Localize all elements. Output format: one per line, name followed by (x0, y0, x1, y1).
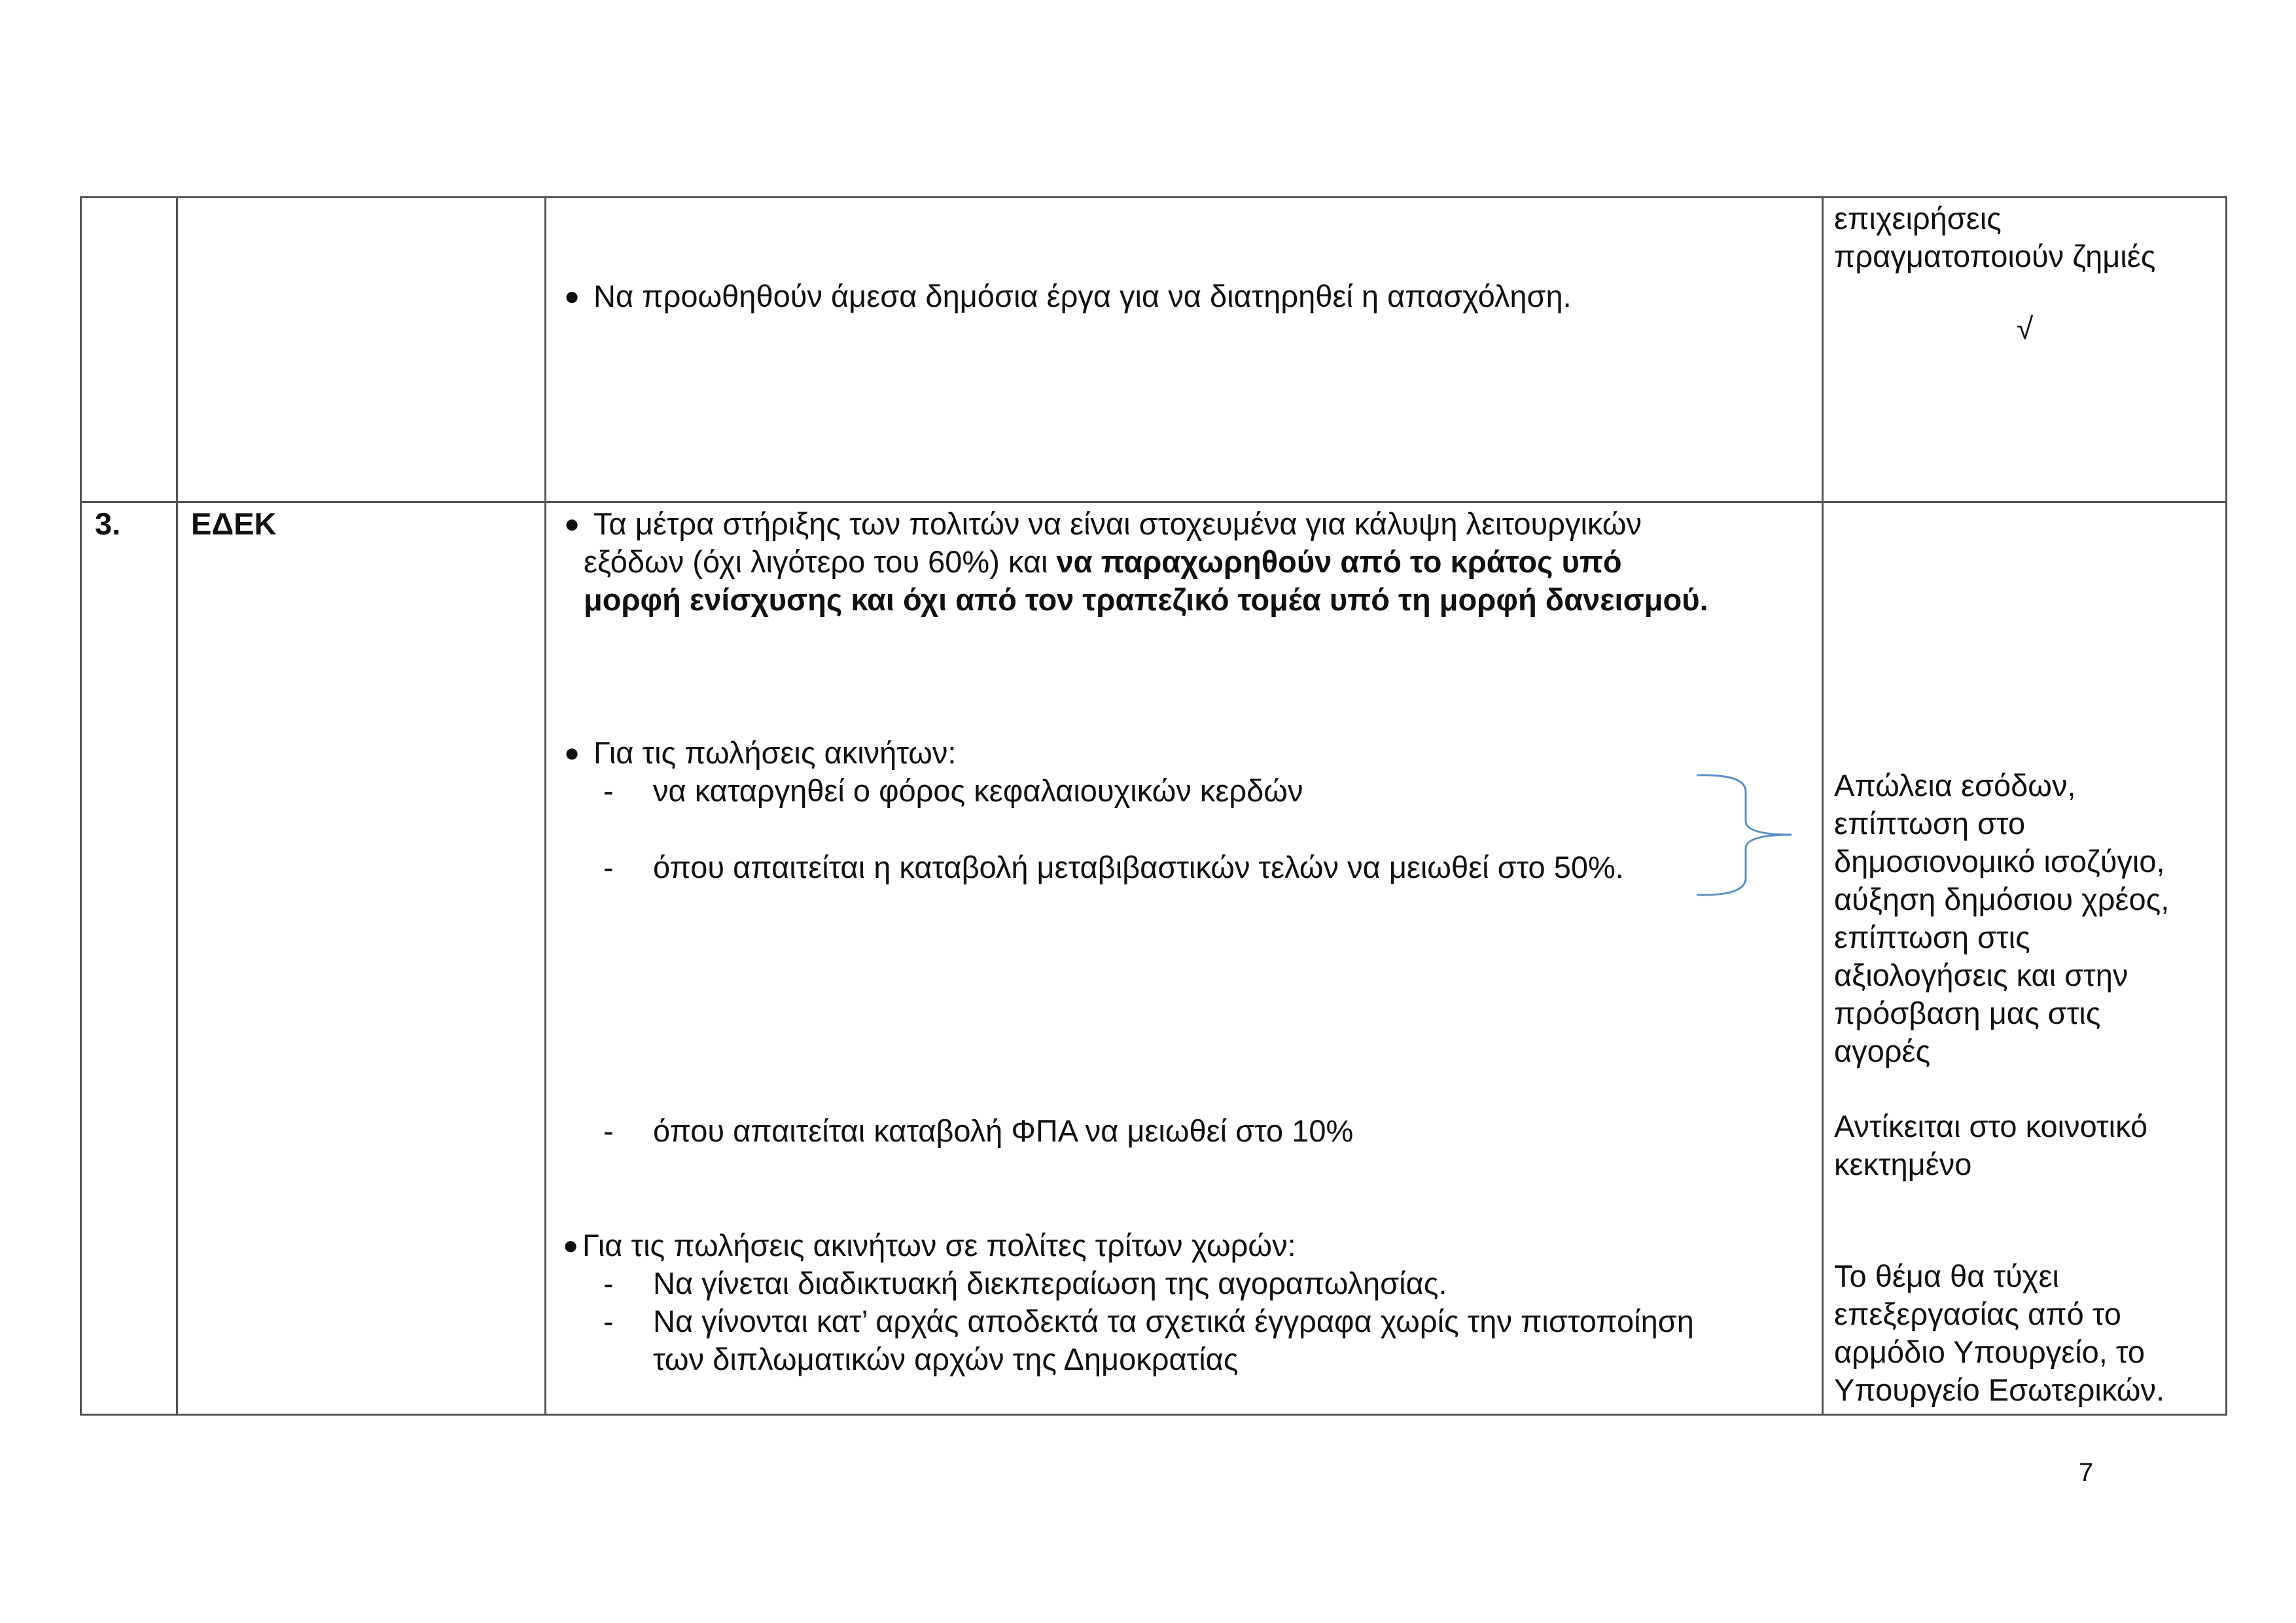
proposal-item: Να προωθηθούν άμεσα δημόσια έργα για να διατηρηθεί η απασχόληση. (593, 279, 1572, 313)
bullet-icon: ● (564, 282, 580, 311)
check-mark: √ (2017, 311, 2034, 345)
comment-line: Απώλεια εσόδων, (1834, 768, 2076, 803)
row-number: 3. (95, 506, 121, 541)
comment-line: επεξεργασίας από το (1834, 1297, 2121, 1331)
comment-line: αξιολογήσεις και στην (1834, 958, 2128, 992)
comment-line: αγορές (1834, 1034, 1931, 1068)
comment-line: επίπτωση στο (1834, 806, 2026, 841)
proposal-heading: Για τις πωλήσεις ακινήτων σε πολίτες τρίτων χωρών: (582, 1228, 1296, 1263)
proposal-heading: Για τις πωλήσεις ακινήτων: (593, 735, 957, 770)
curly-brace-icon (1693, 772, 1798, 899)
table-border-right (2225, 196, 2227, 1416)
proposal-subitem: των διπλωματικών αρχών της Δημοκρατίας (653, 1342, 1239, 1376)
table-border-top (80, 196, 2227, 198)
proposal-subitem: να καταργηθεί ο φόρος κεφαλαιουχικών κερδών (653, 773, 1303, 808)
list-dash: - (603, 1113, 614, 1148)
row-divider (80, 501, 2227, 503)
proposal-line (584, 543, 1622, 581)
comment-line: Υπουργείο Εσωτερικών. (1834, 1372, 2165, 1407)
proposal-subitem: όπου απαιτείται καταβολή ΦΠΑ να μειωθεί στο 10% (653, 1113, 1354, 1148)
comment-line: Αντίκειται στο κοινοτικό (1834, 1109, 2148, 1143)
bullet-icon: ● (563, 1231, 579, 1260)
comment-line: επιχειρήσεις (1834, 201, 2002, 236)
list-dash: - (603, 1304, 614, 1338)
bullet-icon: ● (564, 510, 580, 538)
proposal-subitem: Να γίνεται διαδικτυακή διεκπεραίωση της αγοραπωλησίας. (653, 1266, 1447, 1300)
table-border-bottom (80, 1414, 2227, 1416)
comment-line: πρόσβαση μας στις (1834, 996, 2101, 1030)
comment-line: αύξηση δημόσιου χρέος, (1834, 882, 2170, 916)
list-dash: - (603, 1266, 614, 1300)
comment-line: δημοσιονομικό ισοζύγιο, (1834, 844, 2165, 879)
proposal-subitem: όπου απαιτείται η καταβολή μεταβιβαστικών τελών να μειωθεί στο 50%. (653, 850, 1624, 884)
party-name: ΕΔΕΚ (191, 506, 277, 541)
comment-line: κεκτημένο (1834, 1147, 1972, 1181)
list-dash: - (603, 773, 614, 808)
comment-line: πραγματοποιούν ζημιές (1834, 239, 2156, 273)
comment-line: επίπτωση στις (1834, 920, 2030, 954)
comment-line: Το θέμα θα τύχει (1834, 1259, 2059, 1293)
bullet-icon: ● (564, 739, 580, 767)
table-border-left (80, 196, 82, 1416)
column-divider-number (176, 196, 178, 1416)
proposal-text: εξόδων (όχι λιγότερο του 60%) και (584, 544, 1057, 579)
proposal-line: μορφή ενίσχυσης και όχι από τον τραπεζικό τομέα υπό τη μορφή δανεισμού. (584, 582, 1708, 617)
list-dash: - (603, 850, 614, 884)
proposal-text-bold: να παραχωρηθούν από το κράτος υπό (1056, 544, 1622, 579)
page-number: 7 (2079, 1458, 2094, 1487)
proposal-line: Τα μέτρα στήριξης των πολιτών να είναι στοχευμένα για κάλυψη λειτουργικών (593, 506, 1642, 541)
proposal-subitem: Να γίνονται κατ’ αρχάς αποδεκτά τα σχετικά έγγραφα χωρίς την πιστοποίηση (653, 1304, 1694, 1338)
comment-line: αρμόδιο Υπουργείο, το (1834, 1335, 2145, 1369)
column-divider-comments (1822, 196, 1824, 1416)
column-divider-party (544, 196, 546, 1416)
